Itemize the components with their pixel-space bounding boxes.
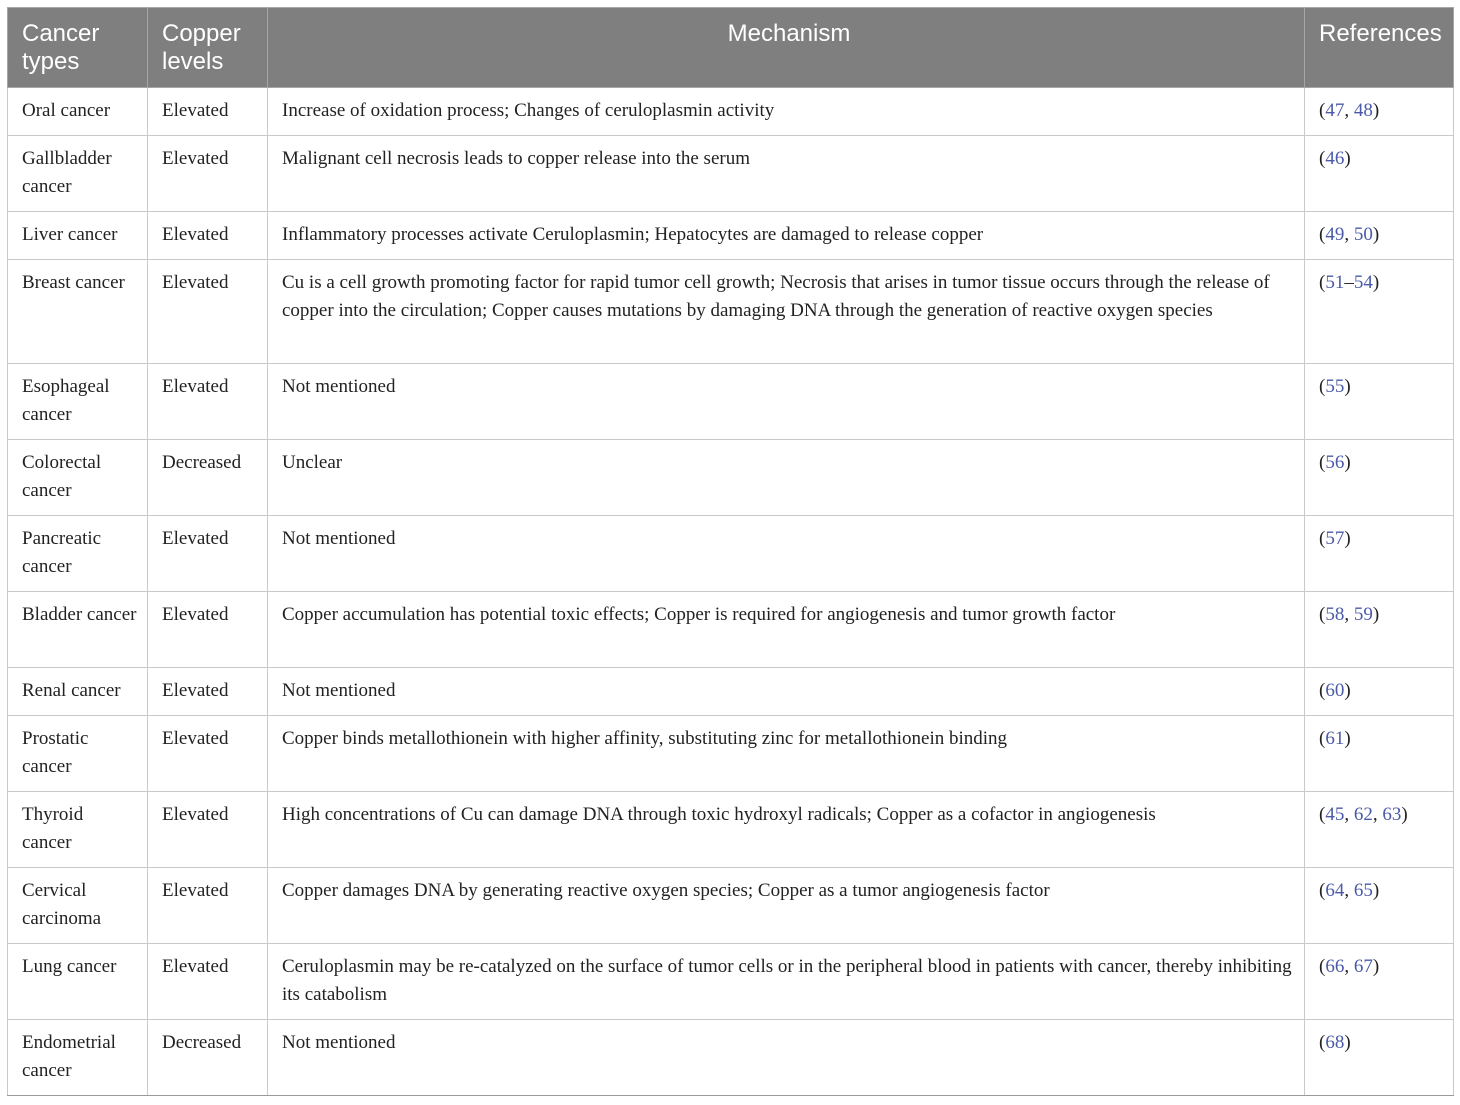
reference-link[interactable]: 50 — [1353, 224, 1373, 245]
reference-punctuation: , — [1344, 804, 1354, 825]
reference-punctuation: ) — [1372, 956, 1380, 977]
reference-punctuation: ( — [1319, 376, 1326, 397]
cell-references — [1305, 212, 1454, 260]
cell-copper-level: Elevated — [148, 88, 268, 136]
cell-mechanism: Ceruloplasmin may be re-catalyzed on the surface of tumor cells or in the peripheral blood in patients with cancer, thereby inhibiting its catabolism — [268, 944, 1305, 1020]
reference-link[interactable]: 54 — [1353, 272, 1373, 293]
cell-mechanism: Not mentioned — [268, 1020, 1305, 1096]
cell-mechanism: Copper accumulation has potential toxic effects; Copper is required for angiogenesis and tumor growth factor — [268, 592, 1305, 668]
reference-punctuation: ( — [1319, 1032, 1326, 1053]
cell-references — [1305, 1020, 1454, 1096]
reference-punctuation: ( — [1319, 224, 1326, 245]
cell-references — [1305, 792, 1454, 868]
cell-references — [1305, 944, 1454, 1020]
table-row — [8, 592, 1454, 668]
cell-cancer-type: Liver cancer — [8, 212, 148, 260]
reference-link[interactable]: 48 — [1353, 100, 1373, 121]
cell-mechanism: Not mentioned — [268, 516, 1305, 592]
cell-references — [1305, 260, 1454, 364]
cell-copper-level: Elevated — [148, 792, 268, 868]
reference-punctuation: ) — [1372, 604, 1380, 625]
reference-link[interactable]: 59 — [1353, 604, 1373, 625]
reference-punctuation: ) — [1344, 680, 1351, 701]
table-row — [8, 260, 1454, 364]
cell-copper-level: Elevated — [148, 668, 268, 716]
cell-mechanism: Malignant cell necrosis leads to copper release into the serum — [268, 136, 1305, 212]
header-mechanism: Mechanism — [268, 8, 1305, 88]
table-row — [8, 716, 1454, 792]
reference-punctuation: ) — [1344, 728, 1351, 749]
table-row — [8, 88, 1454, 136]
cell-mechanism: Copper damages DNA by generating reactive oxygen species; Copper as a tumor angiogenesis factor — [268, 868, 1305, 944]
reference-punctuation: ) — [1344, 452, 1351, 473]
table-row — [8, 1020, 1454, 1096]
cell-cancer-type: Gallbladder cancer — [8, 136, 148, 212]
cell-references — [1305, 592, 1454, 668]
table-row — [8, 668, 1454, 716]
reference-punctuation: , — [1344, 880, 1354, 901]
cell-mechanism: Cu is a cell growth promoting factor for rapid tumor cell growth; Necrosis that arises in tumor tissue occurs through the release of copper into the circulation; Copper causes mutations by damaging DNA through the generation of reactive oxygen species — [268, 260, 1305, 364]
cell-mechanism: Copper binds metallothionein with higher affinity, substituting zinc for metallothionein binding — [268, 716, 1305, 792]
cell-cancer-type: Prostatic cancer — [8, 716, 148, 792]
header-cancer-types: Cancer types — [8, 8, 148, 88]
reference-link[interactable]: 66 — [1325, 956, 1345, 977]
cell-copper-level: Elevated — [148, 868, 268, 944]
table-header-row — [8, 8, 1454, 88]
reference-punctuation: ) — [1344, 528, 1351, 549]
reference-punctuation: ( — [1319, 528, 1326, 549]
cell-cancer-type: Colorectal cancer — [8, 440, 148, 516]
table-row — [8, 136, 1454, 212]
reference-punctuation: ) — [1344, 1032, 1351, 1053]
reference-punctuation: ( — [1319, 148, 1326, 169]
reference-link[interactable]: 56 — [1325, 452, 1345, 473]
cell-references — [1305, 668, 1454, 716]
reference-punctuation: , — [1344, 604, 1354, 625]
reference-punctuation: ) — [1372, 272, 1380, 293]
cell-cancer-type: Oral cancer — [8, 88, 148, 136]
reference-punctuation: , — [1344, 956, 1354, 977]
cancer-copper-table — [7, 7, 1454, 1096]
reference-punctuation: ) — [1372, 880, 1380, 901]
cell-copper-level: Elevated — [148, 592, 268, 668]
reference-link[interactable]: 61 — [1325, 728, 1345, 749]
table-row — [8, 944, 1454, 1020]
reference-punctuation: ( — [1319, 804, 1326, 825]
cell-references — [1305, 516, 1454, 592]
table-row — [8, 212, 1454, 260]
cell-copper-level: Decreased — [148, 1020, 268, 1096]
reference-link[interactable]: 64 — [1325, 880, 1345, 901]
table-row — [8, 364, 1454, 440]
cell-references — [1305, 868, 1454, 944]
reference-punctuation: ) — [1372, 100, 1380, 121]
cell-mechanism: Not mentioned — [268, 668, 1305, 716]
cell-mechanism: Increase of oxidation process; Changes of ceruloplasmin activity — [268, 88, 1305, 136]
cell-cancer-type: Bladder cancer — [8, 592, 148, 668]
reference-link[interactable]: 47 — [1325, 100, 1345, 121]
reference-punctuation: , — [1372, 804, 1383, 825]
reference-link[interactable]: 60 — [1325, 680, 1345, 701]
cell-copper-level: Elevated — [148, 260, 268, 364]
cell-mechanism: Unclear — [268, 440, 1305, 516]
cell-copper-level: Elevated — [148, 212, 268, 260]
reference-link[interactable]: 63 — [1382, 804, 1402, 825]
cell-copper-level: Elevated — [148, 136, 268, 212]
reference-punctuation: ( — [1319, 728, 1326, 749]
table-row — [8, 792, 1454, 868]
cell-mechanism: Not mentioned — [268, 364, 1305, 440]
table-body — [8, 88, 1454, 1096]
header-references: References — [1305, 8, 1454, 88]
reference-punctuation: ) — [1401, 804, 1408, 825]
cell-copper-level: Elevated — [148, 944, 268, 1020]
reference-link[interactable]: 67 — [1353, 956, 1373, 977]
reference-link[interactable]: 57 — [1325, 528, 1345, 549]
cell-mechanism: Inflammatory processes activate Ceruloplasmin; Hepatocytes are damaged to release copper — [268, 212, 1305, 260]
cell-copper-level: Elevated — [148, 516, 268, 592]
cell-copper-level: Elevated — [148, 364, 268, 440]
cell-references — [1305, 88, 1454, 136]
cell-cancer-type: Lung cancer — [8, 944, 148, 1020]
header-copper-levels: Copper levels — [148, 8, 268, 88]
reference-link[interactable]: 68 — [1325, 1032, 1345, 1053]
reference-punctuation: ( — [1319, 452, 1326, 473]
table-row — [8, 868, 1454, 944]
cell-copper-level: Elevated — [148, 716, 268, 792]
reference-punctuation: , — [1344, 100, 1354, 121]
reference-link[interactable]: 46 — [1325, 148, 1345, 169]
cell-references — [1305, 364, 1454, 440]
table-row — [8, 440, 1454, 516]
cell-cancer-type: Cervical carcinoma — [8, 868, 148, 944]
reference-link[interactable]: 62 — [1353, 804, 1373, 825]
cell-cancer-type: Esophageal cancer — [8, 364, 148, 440]
reference-punctuation: ( — [1319, 956, 1326, 977]
reference-punctuation: ( — [1319, 880, 1326, 901]
reference-punctuation: ) — [1344, 376, 1351, 397]
reference-link[interactable]: 65 — [1353, 880, 1373, 901]
reference-link[interactable]: 55 — [1325, 376, 1345, 397]
cell-references — [1305, 440, 1454, 516]
reference-punctuation: , — [1344, 224, 1354, 245]
reference-link[interactable]: 49 — [1325, 224, 1345, 245]
reference-link[interactable]: 58 — [1325, 604, 1345, 625]
reference-punctuation: ) — [1344, 148, 1351, 169]
cell-copper-level: Decreased — [148, 440, 268, 516]
cell-references — [1305, 136, 1454, 212]
cell-cancer-type: Pancreatic cancer — [8, 516, 148, 592]
table-row — [8, 516, 1454, 592]
reference-punctuation: ) — [1372, 224, 1380, 245]
cell-cancer-type: Renal cancer — [8, 668, 148, 716]
reference-punctuation: ( — [1319, 604, 1326, 625]
reference-punctuation: ( — [1319, 100, 1326, 121]
cell-cancer-type: Endometrial cancer — [8, 1020, 148, 1096]
reference-punctuation: – — [1344, 272, 1354, 293]
reference-punctuation: ( — [1319, 272, 1326, 293]
reference-link[interactable]: 51 — [1325, 272, 1345, 293]
reference-link[interactable]: 45 — [1325, 804, 1345, 825]
cell-mechanism: High concentrations of Cu can damage DNA through toxic hydroxyl radicals; Copper as a cofactor in angiogenesis — [268, 792, 1305, 868]
cell-cancer-type: Breast cancer — [8, 260, 148, 364]
cell-cancer-type: Thyroid cancer — [8, 792, 148, 868]
cell-references — [1305, 716, 1454, 792]
reference-punctuation: ( — [1319, 680, 1326, 701]
